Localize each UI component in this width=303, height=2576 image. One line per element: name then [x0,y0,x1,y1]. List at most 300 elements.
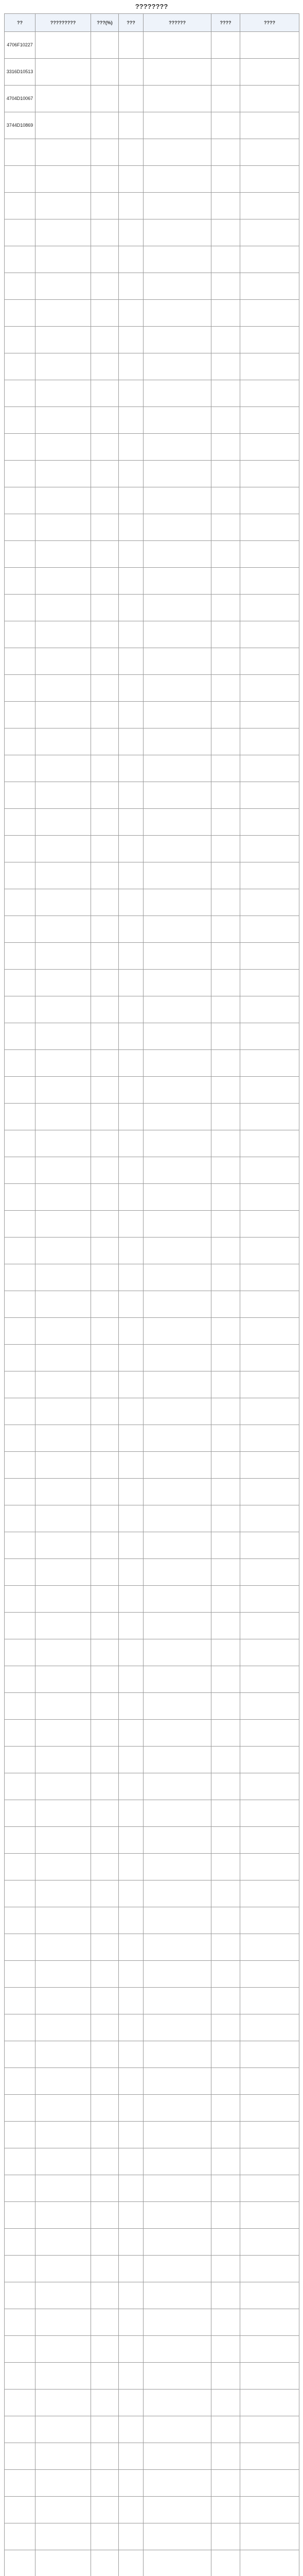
cell-region [240,380,299,407]
cell-unit [144,487,211,514]
cell-rate [91,2389,119,2416]
cell-type [211,970,240,996]
cell-type [211,1961,240,1988]
cell-rate [91,970,119,996]
cell-code [5,193,35,219]
table-row [5,2336,299,2363]
cell-rate [91,1773,119,1800]
cell-period [35,1505,91,1532]
cell-period [35,487,91,514]
cell-period [35,1425,91,1452]
cell-volume [119,407,144,434]
cell-period [35,1827,91,1854]
cell-volume [119,728,144,755]
cell-code: 3316D10513 [5,59,35,86]
cell-type [211,86,240,112]
cell-region [240,2041,299,2068]
cell-period [35,300,91,327]
table-row [5,2095,299,2122]
cell-period [35,166,91,193]
cell-rate [91,1532,119,1559]
cell-period [35,675,91,702]
cell-rate [91,1800,119,1827]
cell-volume [119,112,144,139]
cell-unit [144,139,211,166]
cell-region [240,1157,299,1184]
cell-unit [144,327,211,353]
table-row [5,2175,299,2202]
cell-rate [91,702,119,728]
cell-period [35,1639,91,1666]
cell-unit [144,1238,211,1264]
cell-code [5,1586,35,1613]
cell-period [35,2175,91,2202]
cell-code: 3744D10869 [5,112,35,139]
cell-code [5,1934,35,1961]
cell-unit [144,1184,211,1211]
cell-volume [119,809,144,836]
table-row [5,1371,299,1398]
cell-period [35,2068,91,2095]
cell-period [35,2256,91,2282]
table-row [5,2122,299,2148]
cell-rate [91,139,119,166]
table-row [5,2497,299,2523]
cell-period [35,2122,91,2148]
cell-unit [144,1077,211,1104]
table-row [5,1907,299,1934]
table-row [5,407,299,434]
table-row [5,595,299,621]
cell-volume [119,2550,144,2576]
cell-rate [91,514,119,541]
cell-period [35,1184,91,1211]
table-row [5,112,299,139]
cell-region [240,86,299,112]
cell-volume [119,2014,144,2041]
cell-rate [91,2229,119,2256]
cell-region [240,1104,299,1130]
cell-period [35,943,91,970]
cell-volume [119,1398,144,1425]
cell-code [5,1907,35,1934]
cell-region [240,1532,299,1559]
table-row [5,1747,299,1773]
cell-rate [91,2309,119,2336]
cell-type [211,1559,240,1586]
cell-code [5,2068,35,2095]
cell-period [35,1479,91,1505]
cell-period [35,1264,91,1291]
section-1 [4,0,299,2576]
cell-rate [91,487,119,514]
cell-rate [91,943,119,970]
cell-rate [91,862,119,889]
cell-volume [119,86,144,112]
cell-code [5,1452,35,1479]
cell-period [35,1023,91,1050]
cell-volume [119,541,144,568]
cell-volume [119,1532,144,1559]
cell-code [5,1854,35,1880]
cell-region [240,434,299,461]
cell-volume [119,1747,144,1773]
cell-rate [91,809,119,836]
cell-type [211,434,240,461]
cell-unit [144,1666,211,1693]
cell-type [211,1050,240,1077]
cell-unit [144,2175,211,2202]
cell-type [211,2550,240,2576]
cell-code [5,2282,35,2309]
cell-rate [91,1613,119,1639]
cell-unit [144,1800,211,1827]
cell-region [240,59,299,86]
cell-type [211,1157,240,1184]
cell-volume [119,1291,144,1318]
cell-rate [91,1720,119,1747]
cell-region [240,353,299,380]
cell-unit [144,166,211,193]
table-row [5,943,299,970]
cell-period [35,996,91,1023]
cell-region [240,1452,299,1479]
cell-type [211,1827,240,1854]
table-row [5,2389,299,2416]
cell-type [211,1666,240,1693]
cell-region [240,1934,299,1961]
cell-rate [91,568,119,595]
cell-period [35,2336,91,2363]
cell-volume [119,2148,144,2175]
cell-code [5,487,35,514]
cell-type [211,2389,240,2416]
cell-unit [144,2309,211,2336]
table-row [5,541,299,568]
cell-code [5,996,35,1023]
cell-code [5,1639,35,1666]
cell-unit [144,943,211,970]
cell-volume [119,1934,144,1961]
cell-region [240,2550,299,2576]
cell-unit [144,1371,211,1398]
table-row [5,2041,299,2068]
cell-type [211,32,240,59]
cell-rate [91,1559,119,1586]
cell-code [5,675,35,702]
cell-unit [144,353,211,380]
cell-region [240,2014,299,2041]
table-row [5,809,299,836]
cell-period [35,1532,91,1559]
cell-period [35,809,91,836]
cell-rate [91,1854,119,1880]
cell-type [211,1586,240,1613]
cell-type [211,1907,240,1934]
table-row [5,1934,299,1961]
cell-rate [91,1827,119,1854]
cell-unit [144,996,211,1023]
cell-volume [119,1130,144,1157]
cell-volume [119,755,144,782]
cell-rate [91,1425,119,1452]
cell-period [35,1398,91,1425]
cell-volume [119,1827,144,1854]
table-row [5,193,299,219]
cell-unit [144,1613,211,1639]
cell-rate [91,2202,119,2229]
cell-type [211,1077,240,1104]
cell-code [5,943,35,970]
table-row [5,1559,299,1586]
cell-region [240,541,299,568]
table-row [5,1425,299,1452]
cell-volume [119,1157,144,1184]
cell-volume [119,2389,144,2416]
cell-region [240,1693,299,1720]
table-row [5,568,299,595]
cell-code [5,1559,35,1586]
cell-rate [91,1371,119,1398]
cell-region [240,2416,299,2443]
cell-code: 4704D10067 [5,86,35,112]
cell-code [5,1023,35,1050]
cell-rate [91,1505,119,1532]
cell-period [35,1907,91,1934]
cell-period [35,836,91,862]
cell-period [35,595,91,621]
cell-code [5,2175,35,2202]
cell-period [35,755,91,782]
cell-period [35,889,91,916]
cell-unit [144,1318,211,1345]
cell-type [211,2282,240,2309]
cell-type [211,889,240,916]
cell-period [35,2389,91,2416]
cell-region [240,595,299,621]
cell-code [5,970,35,996]
cell-rate [91,595,119,621]
cell-code [5,219,35,246]
table-row [5,1505,299,1532]
table-row [5,1077,299,1104]
cell-code [5,407,35,434]
cell-type [211,1291,240,1318]
cell-code [5,2014,35,2041]
col-header-rate: ???(%) [91,14,119,32]
cell-type [211,1854,240,1880]
cell-region [240,2363,299,2389]
cell-period [35,1934,91,1961]
cell-rate [91,193,119,219]
table-row [5,1479,299,1505]
table-row [5,648,299,675]
cell-rate [91,1264,119,1291]
cell-rate [91,541,119,568]
cell-volume [119,1425,144,1452]
cell-unit [144,59,211,86]
cell-region [240,273,299,300]
cell-rate [91,2523,119,2550]
table-row [5,2202,299,2229]
cell-code [5,1130,35,1157]
cell-rate [91,1157,119,1184]
cell-volume [119,996,144,1023]
cell-code [5,1077,35,1104]
cell-code [5,1613,35,1639]
cell-region [240,1961,299,1988]
table-row [5,621,299,648]
table-row [5,675,299,702]
col-header-region: ???? [240,14,299,32]
cell-type [211,1238,240,1264]
cell-region [240,2148,299,2175]
cell-code [5,2363,35,2389]
cell-region [240,2229,299,2256]
cell-type [211,836,240,862]
cell-type [211,219,240,246]
cell-volume [119,1479,144,1505]
cell-type [211,2202,240,2229]
cell-unit [144,1104,211,1130]
cell-unit [144,2363,211,2389]
cell-code [5,2523,35,2550]
cell-code [5,916,35,943]
cell-rate [91,2068,119,2095]
cell-period [35,916,91,943]
table-row [5,2363,299,2389]
cell-region [240,1907,299,1934]
cell-volume [119,1318,144,1345]
cell-period [35,461,91,487]
cell-region [240,2282,299,2309]
cell-volume [119,675,144,702]
cell-rate [91,1211,119,1238]
table-row [5,1130,299,1157]
cell-type [211,2443,240,2470]
cell-rate [91,1666,119,1693]
cell-volume [119,970,144,996]
cell-type [211,755,240,782]
table-row [5,166,299,193]
cell-unit [144,809,211,836]
cell-type [211,916,240,943]
cell-period [35,2202,91,2229]
cell-rate [91,1693,119,1720]
cell-code [5,246,35,273]
cell-type [211,2336,240,2363]
cell-code [5,1104,35,1130]
cell-type [211,595,240,621]
table-row [5,353,299,380]
cell-period [35,782,91,809]
table-row [5,1586,299,1613]
cell-unit [144,1532,211,1559]
cell-rate [91,1184,119,1211]
cell-code [5,273,35,300]
cell-period [35,1157,91,1184]
cell-rate [91,59,119,86]
cell-volume [119,2202,144,2229]
cell-region [240,2336,299,2363]
cell-type [211,1452,240,1479]
cell-period [35,514,91,541]
cell-volume [119,434,144,461]
cell-volume [119,1666,144,1693]
cell-volume [119,300,144,327]
cell-unit [144,782,211,809]
cell-unit [144,648,211,675]
cell-period [35,1961,91,1988]
cell-unit [144,1773,211,1800]
cell-region [240,2443,299,2470]
cell-region [240,728,299,755]
table-row [5,1345,299,1371]
cell-code [5,166,35,193]
cell-type [211,1130,240,1157]
cell-rate [91,2122,119,2148]
cell-rate [91,1479,119,1505]
table-row [5,219,299,246]
cell-region [240,782,299,809]
cell-period [35,1880,91,1907]
cell-period [35,1559,91,1586]
cell-type [211,353,240,380]
cell-period [35,59,91,86]
cell-rate [91,300,119,327]
table-row [5,1050,299,1077]
cell-rate [91,246,119,273]
cell-rate [91,32,119,59]
cell-volume [119,59,144,86]
cell-period [35,219,91,246]
cell-volume [119,621,144,648]
cell-volume [119,487,144,514]
cell-region [240,139,299,166]
cell-volume [119,2175,144,2202]
cell-period [35,541,91,568]
cell-code [5,1345,35,1371]
cell-region [240,1479,299,1505]
table-row [5,2443,299,2470]
cell-type [211,2229,240,2256]
table-row [5,1318,299,1345]
table-row [5,2550,299,2576]
cell-code [5,2416,35,2443]
cell-unit [144,621,211,648]
table-row [5,139,299,166]
cell-region [240,1747,299,1773]
cell-code [5,595,35,621]
cell-period [35,32,91,59]
cell-region [240,2497,299,2523]
cell-code [5,621,35,648]
cell-period [35,1452,91,1479]
cell-code [5,1747,35,1773]
cell-rate [91,2443,119,2470]
cell-code [5,2443,35,2470]
cell-type [211,2470,240,2497]
table-row [5,1398,299,1425]
table-row [5,836,299,862]
cell-unit [144,246,211,273]
section-1-body [5,32,299,2576]
cell-code [5,2095,35,2122]
table-row [5,1613,299,1639]
cell-type [211,300,240,327]
cell-region [240,1211,299,1238]
cell-period [35,112,91,139]
